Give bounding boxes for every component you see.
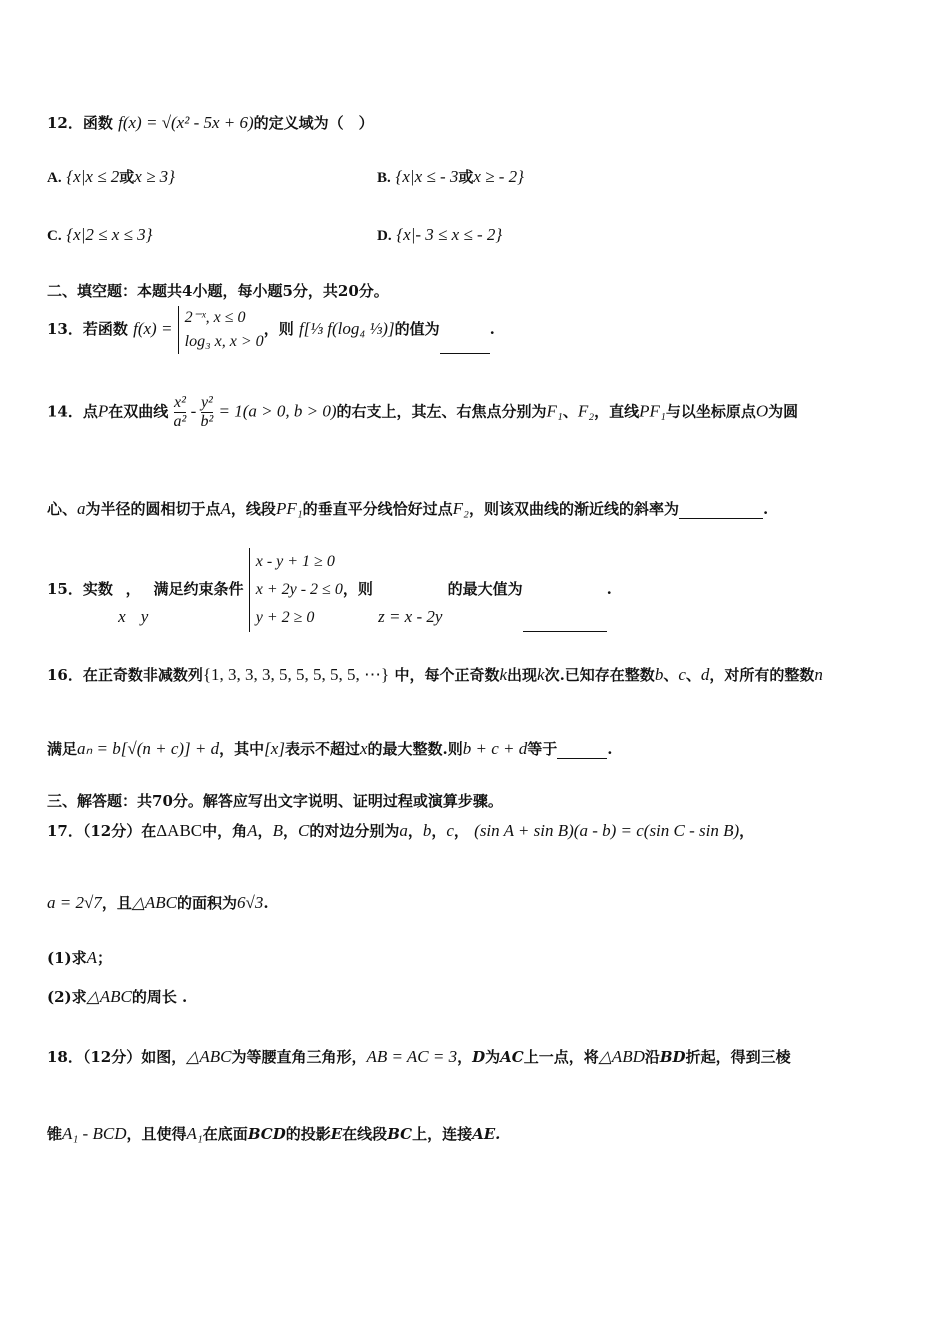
q13-mid: ，则 — [263, 320, 294, 338]
q17-side-a: a = 2√7 — [47, 893, 102, 912]
q14-a: a — [77, 499, 86, 518]
q18-ac: AC — [500, 1048, 524, 1066]
option-text: {x|2 ≤ x ≤ 3} — [66, 225, 153, 244]
q14-pf1: PF₁ — [639, 401, 666, 421]
q16-text: 的最大整数.则 — [367, 740, 463, 758]
q14-condition: = 1(a > 0, b > 0) — [218, 401, 337, 421]
option-label: C. — [47, 228, 62, 244]
q14-text: 的垂直平分线恰好过点 — [302, 500, 453, 518]
q17-c: c — [446, 821, 454, 840]
q14-text: 为圆 — [768, 402, 799, 421]
q17-number: 17．（12分）在 — [47, 822, 157, 840]
q16-text: 表示不超过 — [284, 740, 360, 758]
q18-number: 18．（12分）如图， — [47, 1048, 187, 1066]
q13-func: f(x) = — [133, 319, 173, 338]
q15-constraint-2: x + 2y - 2 ≤ 0 — [255, 581, 343, 598]
q16-formula: aₙ = b[√(n + c)] + d — [77, 739, 220, 758]
section-3-heading: 三、解答题：共70分。解答应写出文字说明、证明过程或演算步骤。 — [47, 792, 503, 810]
q17-part-2 — [47, 986, 187, 1007]
q16-b: b — [654, 665, 664, 684]
q17-text: 中，角 — [202, 822, 248, 840]
q17-area: 6√3 — [237, 893, 264, 912]
q14-number: 14． — [47, 402, 83, 421]
q14-f2: F₂ — [452, 499, 469, 518]
q16-c: c — [678, 665, 686, 684]
q13-case-1: 2⁻ˣ, x ≤ 0 — [184, 309, 246, 326]
q13-piecewise — [178, 306, 264, 354]
q13-number: 13． — [47, 320, 83, 338]
option-text: {x|- 3 ≤ x ≤ - 2} — [396, 225, 503, 244]
q18-text: 锥 — [47, 1125, 63, 1143]
q17-triangle: ΔABC — [156, 821, 203, 840]
q14-stem: 14．点P在双曲线 $\frac{\text{x²}}{\text{a²}}$ - $\frac{\text{y²}}{\text{b²}}$ = 1(a > 0, b > 0)的右支上，其左、右焦点分别为F₁、F₂，直线PF₁与以坐标原点O为圆 — [47, 394, 799, 430]
q16-text: 中，每个正奇数 — [394, 666, 500, 684]
q14-text: 心、 — [47, 500, 78, 518]
q13-stem: 13．若函数 f(x) = 2⁻ˣ, x ≤ 0 log₃ x, x > 0 ，则 f[⅓ f(log₄ ⅓)]的值为 . — [47, 306, 495, 354]
q16-text: ，其中 — [219, 740, 265, 758]
q14-stem-line2: 心、a为半径的圆相切于点A，线段PF₁的垂直平分线恰好过点F₂，则该双曲线的渐近线的斜率为 . — [47, 499, 769, 518]
q18-bd: BD — [659, 1048, 686, 1066]
q17-c-angle: C — [297, 821, 310, 840]
q14-text: 点 — [82, 402, 98, 421]
q14-text: 的右支上，其左、右焦点分别为 — [336, 402, 547, 421]
option-label: A. — [47, 170, 62, 186]
q17-text: 的周长 . — [131, 988, 188, 1006]
q18-equation: AB = AC = 3 — [366, 1047, 458, 1066]
q15-constraint-1: x - y + 1 ≥ 0 — [255, 553, 335, 570]
q12-formula: f(x) = √(x² - 5x + 6) — [118, 113, 254, 132]
q18-text: 在底面 — [202, 1125, 248, 1143]
q16-text: ，对所有的整数 — [709, 666, 815, 684]
q17-stem-line2: a = 2√7，且△ABC的面积为6√3. — [47, 893, 269, 912]
q17-text: ，且 — [101, 894, 132, 912]
q16-k: k — [537, 665, 545, 684]
q18-text: 上一点，将 — [523, 1048, 599, 1066]
q16-text: 出现 — [507, 666, 538, 684]
q14-origin: O — [755, 401, 769, 421]
q14-frac-y: $\frac{\text{y²}}{\text{b²}}$ — [200, 394, 214, 430]
q18-text: 的投影 — [285, 1125, 331, 1143]
q18-ae: AE. — [472, 1125, 501, 1143]
q14-frac-x: $\frac{\text{x²}}{\text{a²}}$ — [173, 394, 187, 430]
section-2-heading: 二、填空题：本题共4小题，每小题5分，共20分。 — [47, 282, 389, 300]
q15-answer-blank[interactable] — [523, 631, 607, 632]
q18-a1: A₁ — [186, 1124, 203, 1143]
q14-pf1: PF₁ — [275, 499, 303, 518]
q17-triangle: △ABC — [86, 987, 132, 1006]
option-or: 或 — [119, 168, 135, 186]
q18-stem-line2 — [47, 1123, 500, 1144]
q12-number: 12． — [47, 114, 83, 132]
q12-option-d[interactable] — [377, 225, 502, 245]
q18-text: 为 — [485, 1048, 501, 1066]
q17-part-label: (2)求 — [47, 988, 87, 1006]
q17-triangle: △ABC — [131, 893, 178, 912]
q15-constraint-3: y + 2 ≥ 0 — [255, 609, 315, 626]
q16-n: n — [814, 665, 823, 684]
option-text: {x|x ≤ 2 — [66, 167, 120, 186]
q12-option-b[interactable] — [377, 166, 524, 187]
q14-text: 在双曲线 — [108, 402, 169, 421]
q12-option-c[interactable] — [47, 225, 152, 245]
q18-stem — [47, 1046, 791, 1067]
q13-tail: 的值为 — [394, 320, 440, 338]
q12-lead: 函数 — [82, 114, 113, 132]
option-label: B. — [377, 170, 391, 186]
q16-x: x — [359, 739, 368, 758]
q18-text: 为等腰直角三角形， — [231, 1048, 367, 1066]
q16-number: 16． — [47, 666, 83, 684]
q13-answer-blank[interactable] — [440, 353, 490, 354]
q17-a-angle: A — [86, 948, 98, 967]
q14-f2: F₂ — [577, 401, 595, 421]
q18-triangle-abd: △ABD — [598, 1047, 645, 1066]
q13-expression: f[⅓ f(log₄ ⅓)] — [298, 319, 395, 338]
option-text: x ≥ 3} — [134, 167, 175, 186]
q16-stem-line2: 满足aₙ = b[√(n + c)] + d，其中[x]表示不超过x的最大整数.则b + c + d等于 . — [47, 739, 613, 758]
q17-a: a — [399, 821, 408, 840]
q14-text: ，则该双曲线的渐近线的斜率为 — [468, 500, 679, 518]
q16-k: k — [499, 665, 508, 684]
option-or: 或 — [458, 168, 474, 186]
q18-text: ， — [457, 1048, 473, 1066]
q13-case-2: log₃ x, x > 0 — [184, 333, 264, 350]
q16-text: 等于 — [527, 740, 558, 758]
q16-sequence: {1, 3, 3, 3, 5, 5, 5, 5, 5, ⋯} — [202, 665, 390, 684]
q16-sum: b + c + d — [462, 739, 528, 758]
q14-text: 为半径的圆相切于点 — [85, 500, 221, 518]
q15-text: ，则 — [342, 580, 373, 598]
q14-text: ，直线 — [594, 402, 640, 421]
q18-text: 折起，得到三棱 — [685, 1048, 791, 1066]
q17-text: 的面积为 — [177, 894, 238, 912]
q17-b-angle: B — [272, 821, 283, 840]
q17-b: b — [422, 821, 432, 840]
q12-option-a[interactable] — [47, 166, 175, 187]
q18-text: 沿 — [644, 1048, 660, 1066]
q18-bc: BC — [387, 1125, 413, 1143]
q14-point-p: P — [97, 401, 109, 421]
q15-x: x — [118, 607, 126, 626]
q18-pyramid: A₁ - BCD — [62, 1124, 127, 1143]
q16-text: 满足 — [47, 740, 78, 758]
q16-floor: [x] — [264, 739, 285, 758]
q16-d: d — [700, 665, 710, 684]
q15-text: 的最大值为 — [447, 580, 523, 598]
q17-stem: 17．（12分）在ΔABC中，角A，B，C的对边分别为a，b，c， (sin A + sin B)(a - b) = c(sin C - sin B)， — [47, 821, 755, 840]
q18-text: 上，连接 — [412, 1125, 473, 1143]
q18-bcd: BCD — [247, 1125, 286, 1143]
q15-text: 实数 — [82, 580, 113, 598]
q16-text: 在正奇数非减数列 — [82, 666, 203, 684]
q12-stem — [47, 112, 374, 133]
q18-text: 在线段 — [342, 1125, 388, 1143]
q15-number: 15． — [47, 580, 83, 598]
q14-text: ，线段 — [230, 500, 276, 518]
q12-tail: 的定义域为（ ） — [253, 114, 374, 132]
option-text: {x|x ≤ - 3 — [395, 167, 459, 186]
q15-comma: ， — [125, 580, 141, 598]
q18-triangle: △ABC — [186, 1047, 232, 1066]
q16-answer-blank[interactable] — [557, 758, 607, 759]
q15-text: 满足约束条件 — [153, 580, 244, 598]
q14-f1: F₁ — [546, 401, 563, 421]
q17-text: 的对边分别为 — [309, 822, 400, 840]
q17-part-label: (1)求 — [47, 949, 87, 967]
q16-text: 次.已知存在整数 — [544, 666, 655, 684]
q15-stem: 15．实数 x，y 满足约束条件 x - y + 1 ≥ 0 x + 2y - 2 ≤ 0 y + 2 ≥ 0 ，则 z = x - 2y 的最大值为 . — [47, 548, 612, 632]
q14-point-a: A — [220, 499, 231, 518]
q14-sep: 、 — [562, 402, 578, 421]
q17-part-1 — [47, 947, 112, 968]
q15-objective: z = x - 2y — [378, 607, 443, 626]
q15-y: y — [140, 607, 149, 626]
q16-stem: 16．在正奇数非减数列{1, 3, 3, 3, 5, 5, 5, 5, 5, ⋯} 中，每个正奇数k出现k次.已知存在整数b、c、d，对所有的整数n — [47, 665, 823, 684]
q18-text: ，且使得 — [126, 1125, 187, 1143]
q17-a-angle: A — [247, 821, 258, 840]
q18-e: E — [330, 1125, 343, 1143]
q13-lead: 若函数 — [82, 320, 128, 338]
q17-text: ； — [97, 949, 113, 967]
q15-constraints — [249, 548, 343, 632]
q18-d: D — [472, 1048, 486, 1066]
q14-answer-blank[interactable] — [679, 518, 763, 519]
option-text: x ≥ - 2} — [473, 167, 524, 186]
q17-equation: (sin A + sin B)(a - b) = c(sin C - sin B) — [474, 821, 740, 840]
q14-text: 与以坐标原点 — [665, 402, 756, 421]
option-label: D. — [377, 228, 392, 244]
